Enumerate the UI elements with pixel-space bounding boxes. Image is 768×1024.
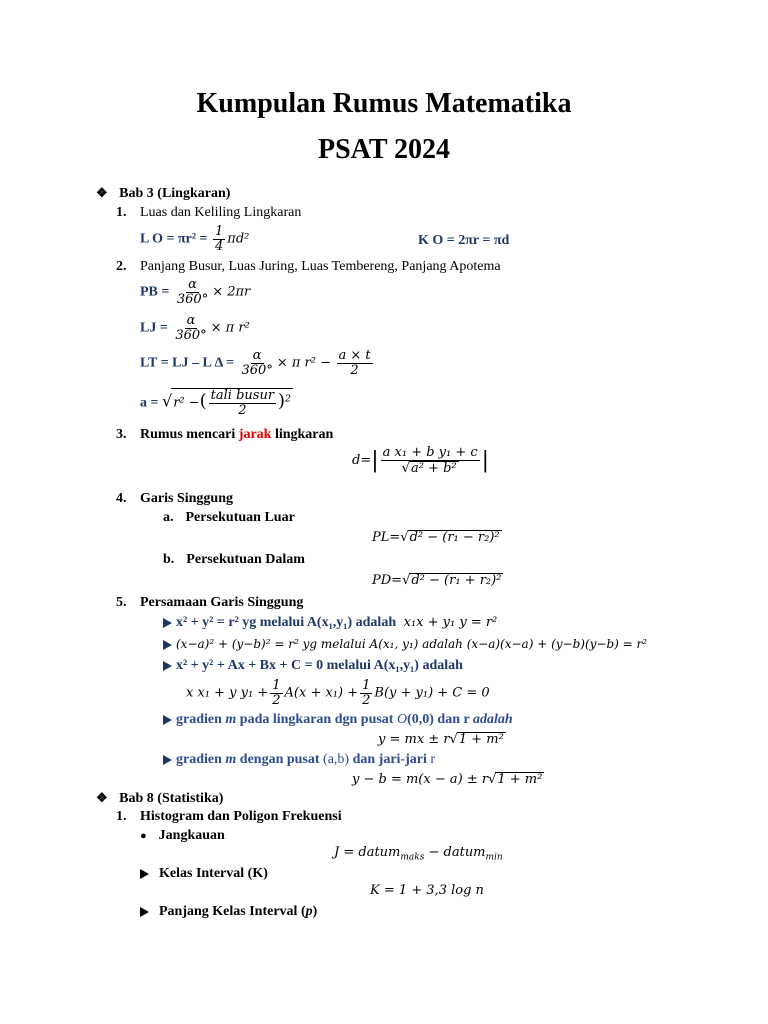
kelas-label: Kelas Interval (K): [159, 866, 268, 881]
alpha-fraction: $\frac{\alpha}{360^\circ}$: [176, 277, 209, 307]
pd-formula: PD=√d² − (r₁ + r₂)²: [372, 573, 502, 588]
lt-prefix: LT = LJ – L Δ =: [140, 355, 235, 371]
panjang-row: [140, 904, 317, 920]
arrow-bullet-icon: [163, 661, 172, 671]
pgs-line5: gradien m dengan pusat (a,b) dan jari-jari r: [163, 752, 435, 768]
pb-suffix: × 2πr: [212, 284, 251, 300]
apotema-formula: a = √r² −( $\frac{\text{tali busur}}{2}$ )$^2$: [140, 388, 291, 418]
arrow-bullet-icon: [140, 907, 149, 917]
item1-num: 1.: [116, 205, 127, 220]
item2-row: [116, 259, 501, 275]
persekutuan-luar-label: Persekutuan Luar: [185, 510, 295, 525]
alpha-fraction: $\frac{\alpha}{360^\circ}$: [241, 348, 273, 378]
item1-row: [116, 205, 301, 221]
lo-prefix: L O = πr² =: [140, 231, 208, 247]
item4b-row: b. Persekutuan Dalam: [163, 552, 305, 567]
arrow-bullet-icon: [163, 755, 172, 765]
jarak-formula: d=| $\frac{\text{a x₁ + b y₁ + c}}{\text{√a² + b²}}$ |: [352, 445, 490, 476]
item3-num: 3.: [116, 427, 127, 442]
bab3-heading: Bab 3 (Lingkaran): [119, 186, 231, 201]
lj-prefix: LJ =: [140, 320, 168, 336]
pgs-line3: x² + y² + Ax + Bx + C = 0 melalui A(x₁,y₁) adalah: [163, 658, 463, 674]
bab8-item1-row: 1. Histogram dan Poligon Frekuensi: [116, 809, 342, 824]
arrow-bullet-icon: [163, 618, 172, 628]
title-line-1: Kumpulan Rumus Matematika: [196, 88, 572, 119]
lo-suffix: πd²: [227, 231, 250, 247]
item4-label: Garis Singgung: [140, 491, 233, 506]
pl-formula: PL=√d² − (r₁ − r₂)²: [372, 530, 500, 545]
pgs-line1: x² + y² = r² yg melalui A(x₁,y₁) adalah x₁x + y₁ y = r²: [163, 615, 497, 631]
pgs-line4: gradien m pada lingkaran dgn pusat O(0,0) dan r adalah: [163, 712, 513, 728]
jangkauan-label: Jangkauan: [158, 828, 225, 843]
bab8-heading: Bab 8 (Statistika): [119, 791, 224, 806]
alpha-fraction: $\frac{\alpha}{360^\circ}$: [175, 313, 207, 343]
diamond-bullet-icon: ❖: [96, 790, 108, 805]
pgs-line2: (x−a)² + (y−b)² = r² yg melalui A(x₁, y₁) adalah (x−a)(x−a) + (y−b)(y−b) = r²: [163, 637, 647, 653]
item5-num: 5.: [116, 595, 127, 610]
luas-lingkaran-formula: [140, 225, 249, 253]
round-bullet-icon: ●: [140, 830, 147, 842]
apotema-sqrt: r² −( $\frac{\text{tali busur}}{2}$ )$^2$: [173, 388, 291, 418]
diamond-bullet-icon: ❖: [96, 185, 108, 200]
pgs-line3-eq: x x₁ + y y₁ + $\frac{1}{2}$ A(x + x₁) + $\frac{1}{2}$ B(y + y₁) + C = 0: [186, 678, 490, 708]
item3-label: Rumus mencari jarak lingkaran: [140, 427, 334, 442]
a-prefix: a =: [140, 395, 159, 411]
item2-num: 2.: [116, 259, 127, 274]
pb-prefix: PB =: [140, 284, 170, 300]
item4a-row: a. Persekutuan Luar: [163, 510, 295, 525]
pgs-line4-eq: y = mx ± r√1 + m²: [378, 732, 504, 747]
panjang-label: Panjang Kelas Interval (p): [159, 904, 318, 919]
lj-formula: [140, 314, 250, 342]
histogram-label: Histogram dan Poligon Frekuensi: [140, 809, 342, 824]
kelas-formula: K = 1 + 3,3 log n: [370, 883, 484, 898]
jangkauan-formula: J = datum$_{maks}$ − datum$_{min}$: [334, 845, 503, 863]
arrow-bullet-icon: [163, 640, 172, 650]
item4-num: 4.: [116, 491, 127, 506]
arrow-bullet-icon: [140, 869, 149, 879]
kelas-row: [140, 866, 268, 882]
item2-label: Panjang Busur, Luas Juring, Luas Tembereng, Panjang Apotema: [140, 259, 501, 274]
arrow-bullet-icon: [163, 715, 172, 725]
lt-mid: × π r² −: [276, 355, 331, 371]
item4-row: [116, 491, 233, 507]
persekutuan-dalam-label: Persekutuan Dalam: [186, 552, 305, 567]
jangkauan-row: [140, 828, 225, 844]
quarter-fraction: $\frac{1}{4}$: [215, 224, 224, 254]
at-fraction: $\frac{a \times t}{2}$: [338, 348, 371, 378]
bab3-heading-row: [96, 186, 230, 202]
keliling-lingkaran-formula: K O = 2πr = πd: [418, 233, 510, 248]
item3-row: [116, 427, 333, 443]
item5-label: Persamaan Garis Singgung: [140, 595, 304, 610]
lt-formula: [140, 349, 375, 377]
item5-row: [116, 595, 303, 611]
item1-label: Luas dan Keliling Lingkaran: [140, 205, 302, 220]
pb-formula: [140, 278, 250, 306]
bab8-heading-row: [96, 791, 223, 807]
title-line-2: PSAT 2024: [318, 134, 450, 165]
lj-suffix: × π r²: [210, 320, 250, 336]
pgs-line5-eq: y − b = m(x − a) ± r√1 + m²: [352, 772, 543, 787]
